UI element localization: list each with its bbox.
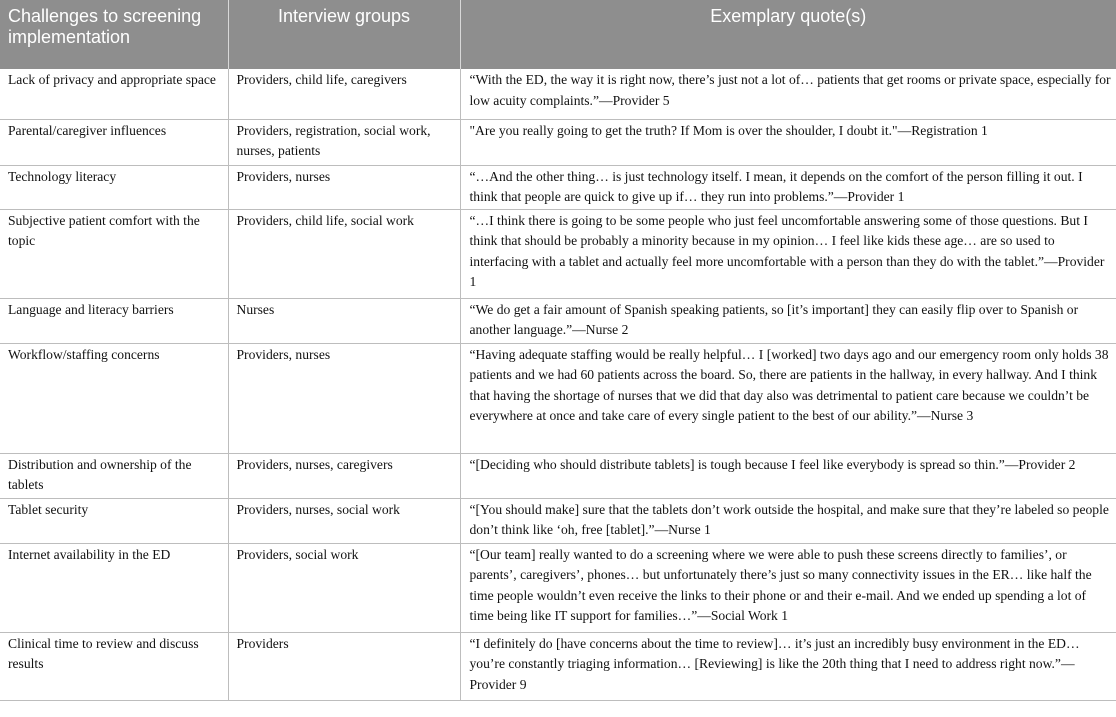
- groups-cell: Providers, nurses, social work: [228, 498, 460, 543]
- challenge-cell: Workflow/staffing concerns: [0, 343, 228, 453]
- challenge-cell: Internet availability in the ED: [0, 543, 228, 632]
- quote-cell: “[Our team] really wanted to do a screening where we were able to push these screens directly to families’, or parents’, caregivers’, phones… but unfortunately there’s just so many connectivity issues in the ER… like half the time people wouldn’t even receive the links to their phone or and their e-mail. And we ended up spending a lot of time being like IT support for families…”—Social Work 1: [460, 543, 1116, 632]
- table-row: [0, 343, 1116, 453]
- groups-cell: Providers, registration, social work, nurses, patients: [228, 119, 460, 165]
- quote-cell: “We do get a fair amount of Spanish speaking patients, so [it’s important] they can easily flip over to Spanish or another language.”—Nurse 2: [460, 298, 1116, 343]
- challenge-cell: Technology literacy: [0, 165, 228, 209]
- table-row: [0, 119, 1116, 165]
- table-row: [0, 543, 1116, 632]
- header-interview-groups: Interview groups: [228, 0, 460, 69]
- challenge-cell: Parental/caregiver influences: [0, 119, 228, 165]
- quote-cell: “I definitely do [have concerns about the time to review]… it’s just an incredibly busy environment in the ED… you’re constantly triaging information… [Reviewing] is like the 20th thing that I need to address right now.”—Provider 9: [469, 635, 1080, 692]
- challenge-cell: Subjective patient comfort with the topic: [0, 209, 228, 298]
- challenge-cell: Distribution and ownership of the tablets: [0, 453, 228, 498]
- quote-cell: “[Deciding who should distribute tablets] is tough because I feel like everybody is spread so thin.”—Provider 2: [460, 453, 1116, 498]
- groups-cell: Providers, child life, social work: [228, 209, 460, 298]
- table-row: [0, 632, 1116, 700]
- table-row: [0, 69, 1116, 119]
- quote-cell: “With the ED, the way it is right now, there’s just not a lot of… patients that get rooms or private space, especially for low acuity complaints.”—Provider 5: [460, 69, 1116, 119]
- challenge-cell: Clinical time to review and discuss results: [0, 632, 228, 700]
- table-row: [0, 165, 1116, 209]
- table-header: [0, 0, 1116, 69]
- quote-cell: “…And the other thing… is just technology itself. I mean, it depends on the comfort of the person filling it out. I think that people are quick to give up if… they run into problems.”—Provider 1: [460, 165, 1116, 209]
- groups-cell: Providers, nurses: [228, 343, 460, 453]
- quote-cell: “[You should make] sure that the tablets don’t work outside the hospital, and make sure that they’re labeled so people don’t think like ‘oh, free [tablet].”—Nurse 1: [460, 498, 1116, 543]
- groups-cell: Providers, nurses: [228, 165, 460, 209]
- table-row: [0, 498, 1116, 543]
- challenge-cell: Language and literacy barriers: [0, 298, 228, 343]
- challenge-cell: Tablet security: [0, 498, 228, 543]
- quote-cell: “Having adequate staffing would be really helpful… I [worked] two days ago and our emergency room only holds 38 patients and we had 60 patients across the board. So, there are patients in the hallway, in every hallway. And I think that having the shortage of nurses that we did that day also was detrimental to patient care because we couldn’t be everywhere at once and take care of every single patient to the best of our ability.”—Nurse 3: [460, 343, 1116, 453]
- groups-cell: Providers, social work: [228, 543, 460, 632]
- header-row: [0, 0, 1116, 69]
- groups-cell: Providers, child life, caregivers: [228, 69, 460, 119]
- table-row: [0, 453, 1116, 498]
- groups-cell: Providers: [228, 632, 460, 700]
- groups-cell: Nurses: [228, 298, 460, 343]
- header-challenges: Challenges to screening implementation: [0, 0, 228, 69]
- quote-cell: "Are you really going to get the truth? If Mom is over the shoulder, I doubt it."—Registration 1: [460, 119, 1116, 165]
- header-exemplary-quotes: Exemplary quote(s): [460, 0, 1116, 69]
- table-row: [0, 298, 1116, 343]
- quote-cell: “…I think there is going to be some people who just feel uncomfortable answering some of those questions. But I think that should be probably a minority because in my opinion… I feel like kids these age… are so used to interfacing with a tablet and actually feel more uncomfortable with a person than they do with the tablet.”—Provider 1: [460, 209, 1116, 298]
- challenge-cell: Lack of privacy and appropriate space: [0, 69, 228, 119]
- groups-cell: Providers, nurses, caregivers: [228, 453, 460, 498]
- table-row: [0, 209, 1116, 298]
- table-body: [0, 69, 1116, 700]
